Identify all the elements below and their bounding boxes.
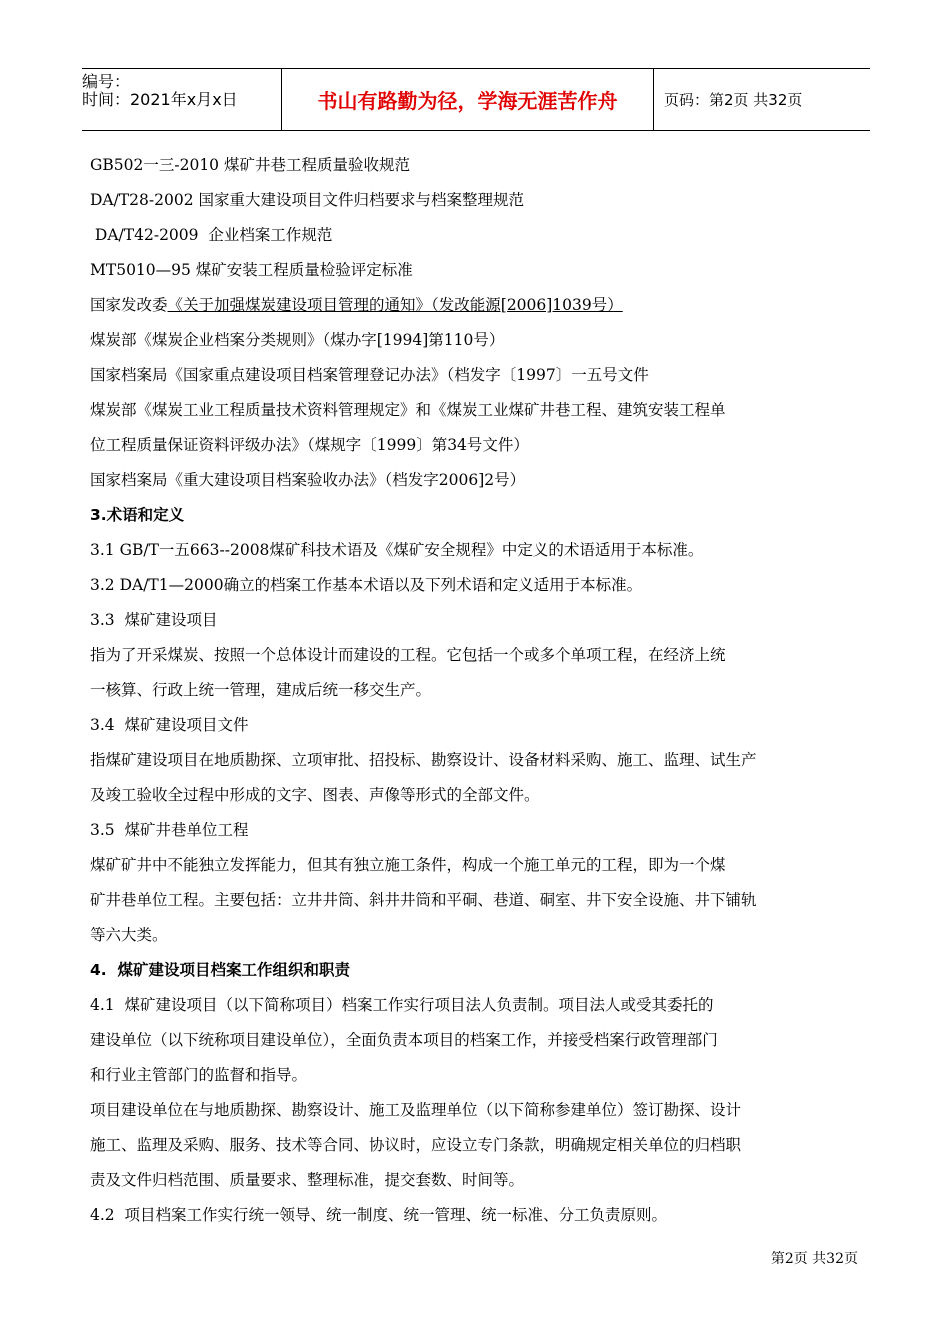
reference-line: DA/T42-2009 企业档案工作规范 [90,226,333,244]
page-header [82,68,870,131]
reference-line: 煤炭部《煤炭工业工程质量技术资料管理规定》和《煤炭工业煤矿井巷工程、建筑安装工程单 [90,401,726,419]
reference-line: 煤炭部《煤炭企业档案分类规则》（煤办字[1994]第110号） [90,331,505,349]
reference-line: 国家档案局《重大建设项目档案验收办法》（档发字2006]2号） [90,471,526,489]
header-meta [82,69,282,130]
reference-line: GB502一三-2010 煤矿井巷工程质量验收规范 [90,156,410,174]
body-line: 一核算、行政上统一管理，建成后统一移交生产。 [90,681,432,699]
body-line: 责及文件归档范围、质量要求、整理标准，提交套数、时间等。 [90,1171,525,1189]
reference-line: 国家档案局《国家重点建设项目档案管理登记办法》（档发字〔1997〕一五号文件 [90,366,649,384]
body-line: 及竣工验收全过程中形成的文字、图表、声像等形式的全部文件。 [90,786,540,804]
page-footer: 第2页 共32页 [770,1251,858,1267]
body-line: 指煤矿建设项目在地质勘探、立项审批、招投标、勘察设计、设备材料采购、施工、监理、试生产 [90,751,757,769]
reference-title-underlined: 《关于加强煤炭建设项目管理的通知》（发改能源[2006]1039号） [167,296,623,314]
subsection-heading: 3.4 煤矿建设项目文件 [90,716,249,734]
body-line: 施工、监理及采购、服务、技术等合同、协议时，应设立专门条款，明确规定相关单位的归档职 [90,1136,742,1154]
section-heading: 3.术语和定义 [90,506,185,524]
section-heading: 4. 煤矿建设项目档案工作组织和职责 [90,961,350,979]
body-line: 建设单位（以下统称项目建设单位），全面负责本项目的档案工作，并接受档案行政管理部门 [90,1031,718,1049]
reference-line [90,288,870,323]
subsection-heading: 3.5 煤矿井巷单位工程 [90,821,249,839]
header-motto: 书山有路勤为径，学海无涯苦作舟 [282,69,654,130]
body-line: 3.2 DA/T1—2000确立的档案工作基本术语以及下列术语和定义适用于本标准。 [90,576,643,594]
header-page-info: 页码：第2页 共32页 [664,91,803,109]
body-line: 煤矿矿井中不能独立发挥能力，但其有独立施工条件，构成一个施工单元的工程，即为一个煤 [90,856,726,874]
document-number-label: 编号： [82,72,131,91]
body-line: 4.1 煤矿建设项目（以下简称项目）档案工作实行项目法人负责制。项目法人或受其委托的 [90,996,714,1014]
reference-issuer: 国家发改委 [90,296,168,314]
body-line: 矿井巷单位工程。主要包括：立井井筒、斜井井筒和平硐、巷道、硐室、井下安全设施、井下铺轨 [90,891,757,909]
body-line: 项目建设单位在与地质勘探、勘察设计、施工及监理单位（以下简称参建单位）签订勘探、设计 [90,1101,742,1119]
body-line: 4.2 项目档案工作实行统一领导、统一制度、统一管理、统一标准、分工负责原则。 [90,1206,668,1224]
reference-line: 位工程质量保证资料评级办法》（煤规字〔1999〕第34号文件） [90,436,529,454]
body-line: 指为了开采煤炭、按照一个总体设计而建设的工程。它包括一个或多个单项工程，在经济上统 [90,646,726,664]
body-line: 和行业主管部门的监督和指导。 [90,1066,308,1084]
document-body [90,148,870,1233]
subsection-heading: 3.3 煤矿建设项目 [90,611,218,629]
body-line: 等六大类。 [90,926,168,944]
reference-line: DA/T28-2002 国家重大建设项目文件归档要求与档案整理规范 [90,191,525,209]
body-line: 3.1 GB/T一五663--2008煤矿科技术语及《煤矿安全规程》中定义的术语适用于本标准。 [90,541,704,559]
reference-line: MT5010—95 煤矿安装工程质量检验评定标准 [90,261,413,279]
document-date: 时间：2021年x月x日 [82,90,238,109]
